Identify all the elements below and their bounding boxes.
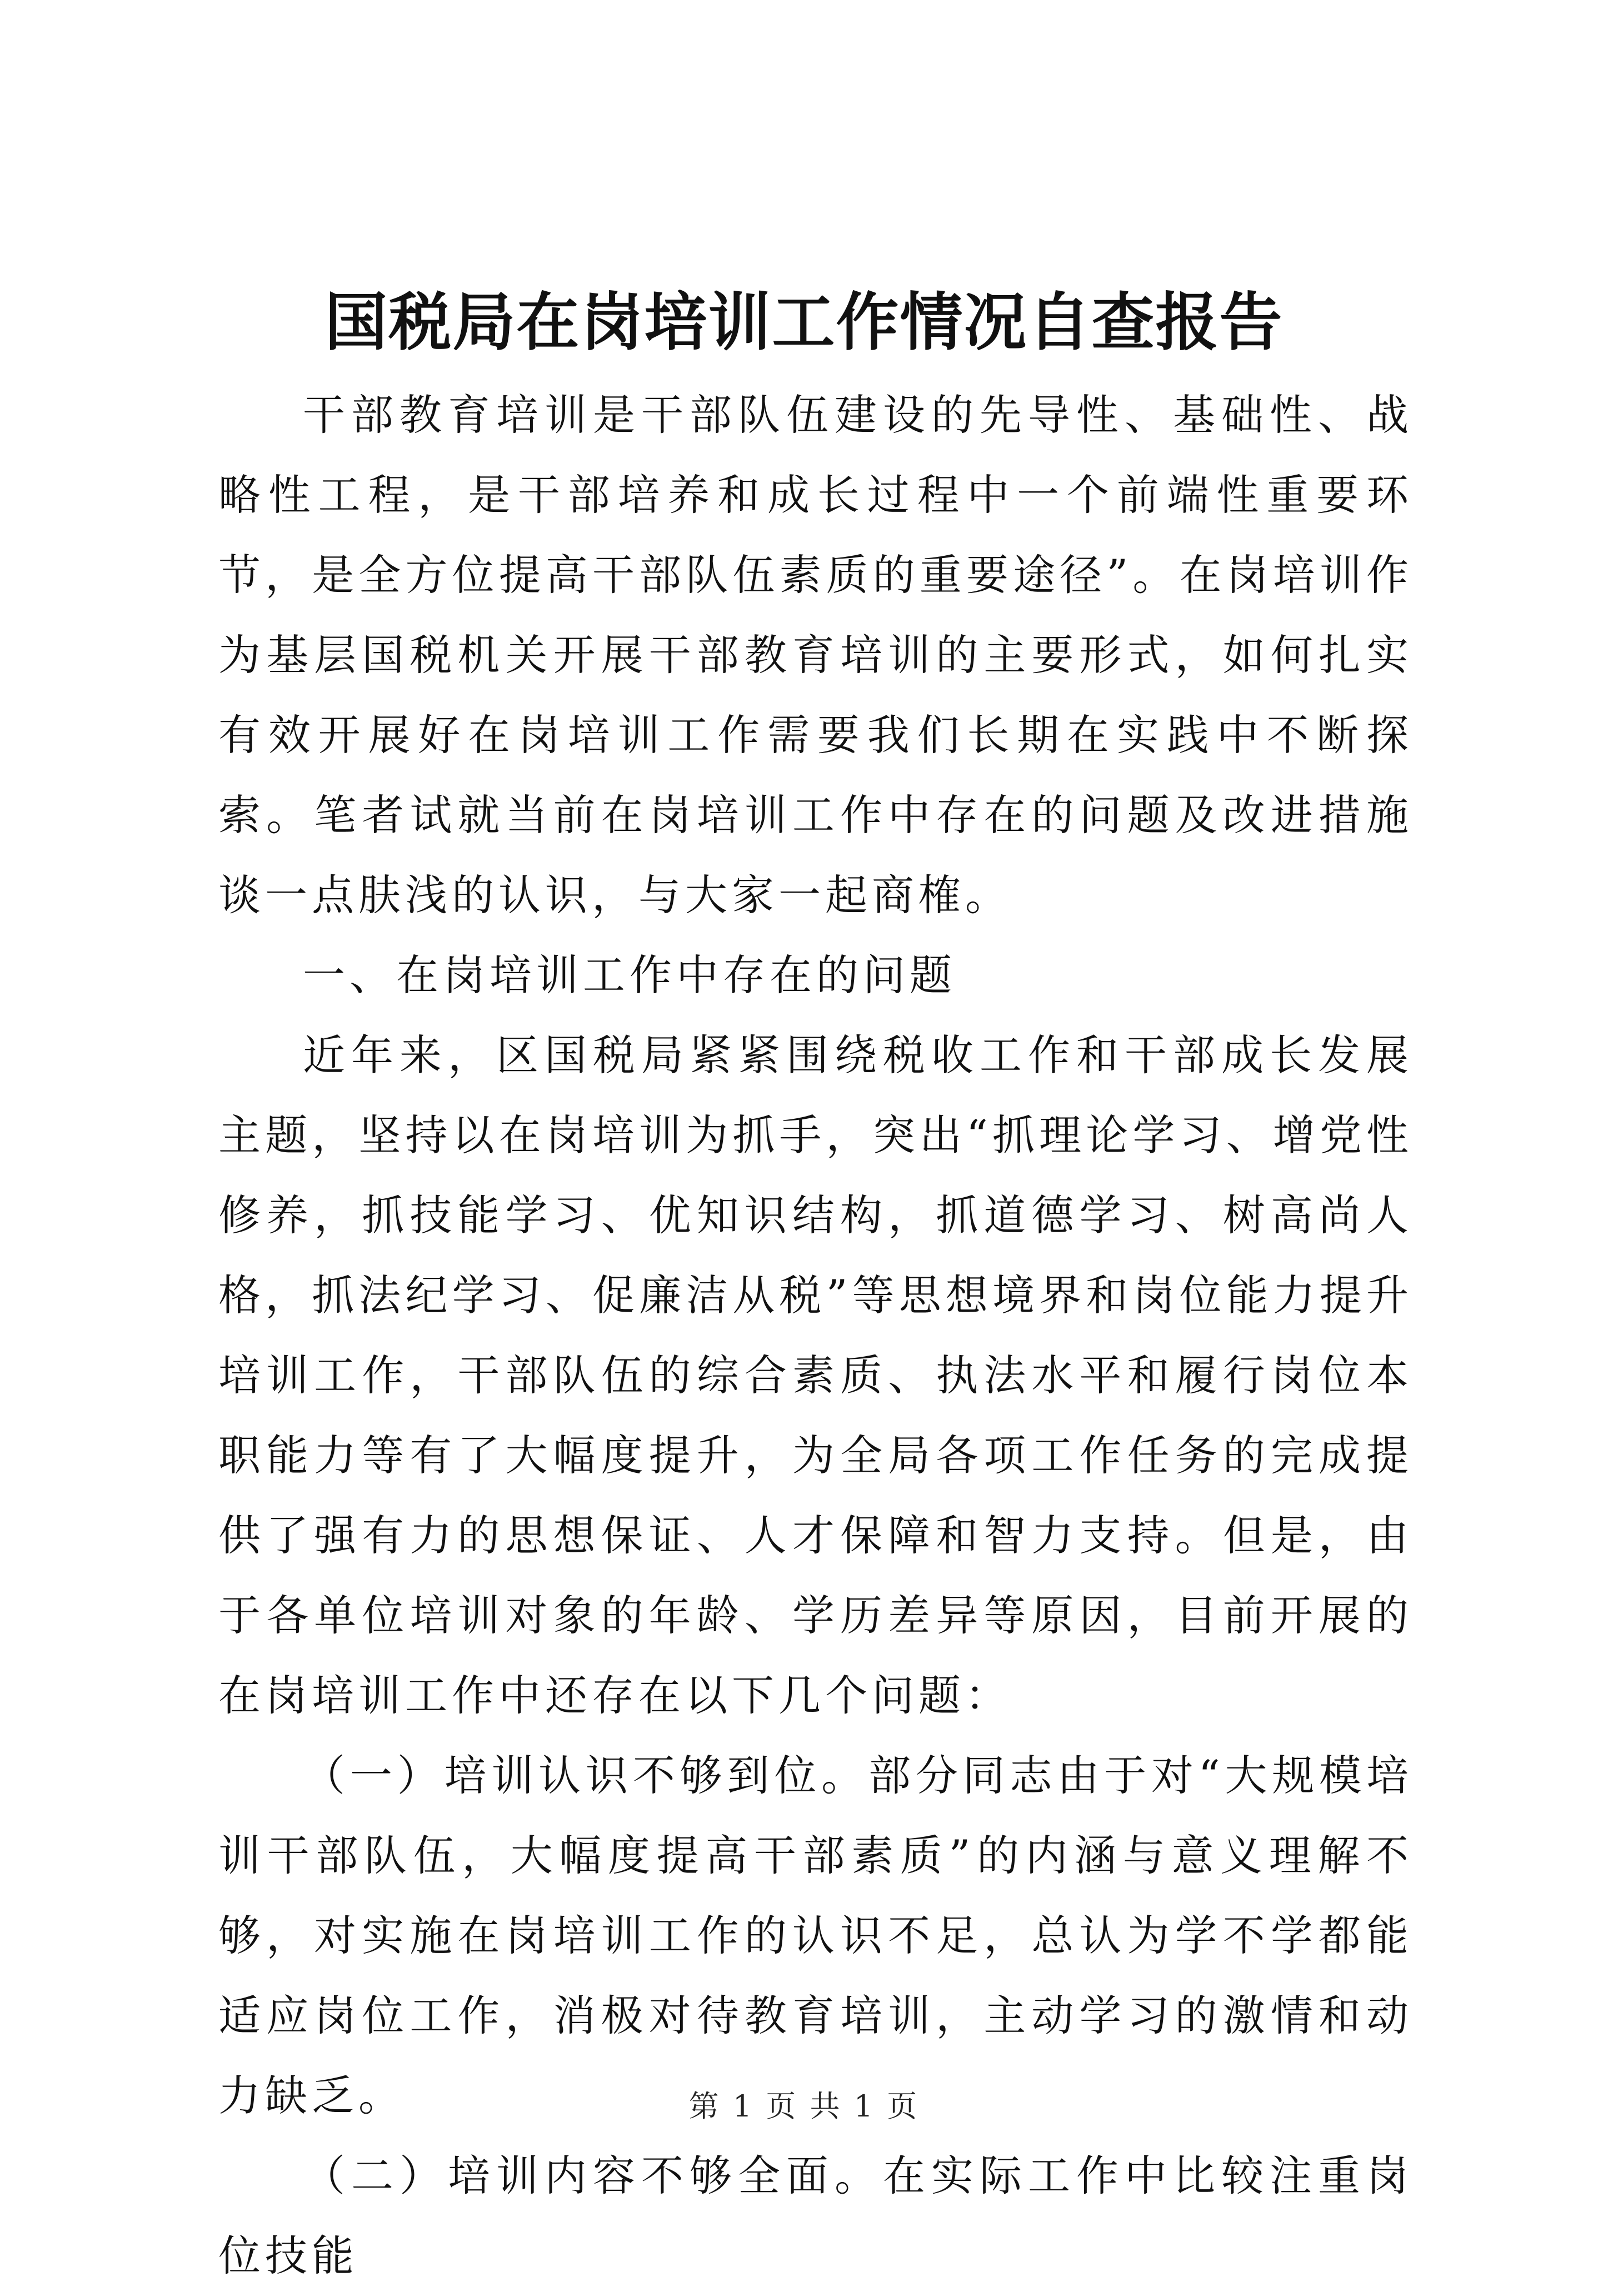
paragraph-overview: 近年来，区国税局紧紧围绕税收工作和干部成长发展主题，坚持以在岗培训为抓手，突出“抓理论学习、增党性修养，抓技能学习、优知识结构，抓道德学习、树高尚人格，抓法纪学习、促廉洁从税”等思想境界和岗位能力提升培训工作，干部队伍的综合素质、执法水平和履行岗位本职能力等有了大幅度提升，为全局各项工作任务的完成提供了强有力的思想保证、人才保障和智力支持。但是，由于各单位培训对象的年龄、学历差异等原因，目前开展的在岗培训工作中还存在以下几个问题： [218,1030,1413,1720]
document-title: 国税局在岗培训工作情况自查报告 [324,285,1284,359]
paragraph-intro: 干部教育培训是干部队伍建设的先导性、基础性、战略性工程，是干部培养和成长过程中一个前端性重要环节，是全方位提高干部队伍素质的重要途径”。在岗培训作为基层国税机关开展干部教育培训的主要形式，如何扎实有效开展好在岗培训工作需要我们长期在实践中不断探索。笔者试就当前在岗培训工作中存在的问题及改进措施谈一点肤浅的认识，与大家一起商榷。 [218,390,1413,920]
paragraph-point-1: （一）培训认识不够到位。部分同志由于对“大规模培训干部队伍，大幅度提高干部素质”的内涵与意义理解不够，对实施在岗培训工作的认识不足，总认为学不学都能适应岗位工作，消极对待教育培训，主动学习的激情和动力缺乏。 [218,1751,1413,2120]
section-heading-problems: 一、在岗培训工作中存在的问题 [303,950,956,1000]
paragraph-point-2: （二）培训内容不够全面。在实际工作中比较注重岗位技能 [218,2151,1413,2280]
page-footer: 第 1 页 共 1 页 [688,2089,920,2124]
document-body [218,375,1413,2296]
